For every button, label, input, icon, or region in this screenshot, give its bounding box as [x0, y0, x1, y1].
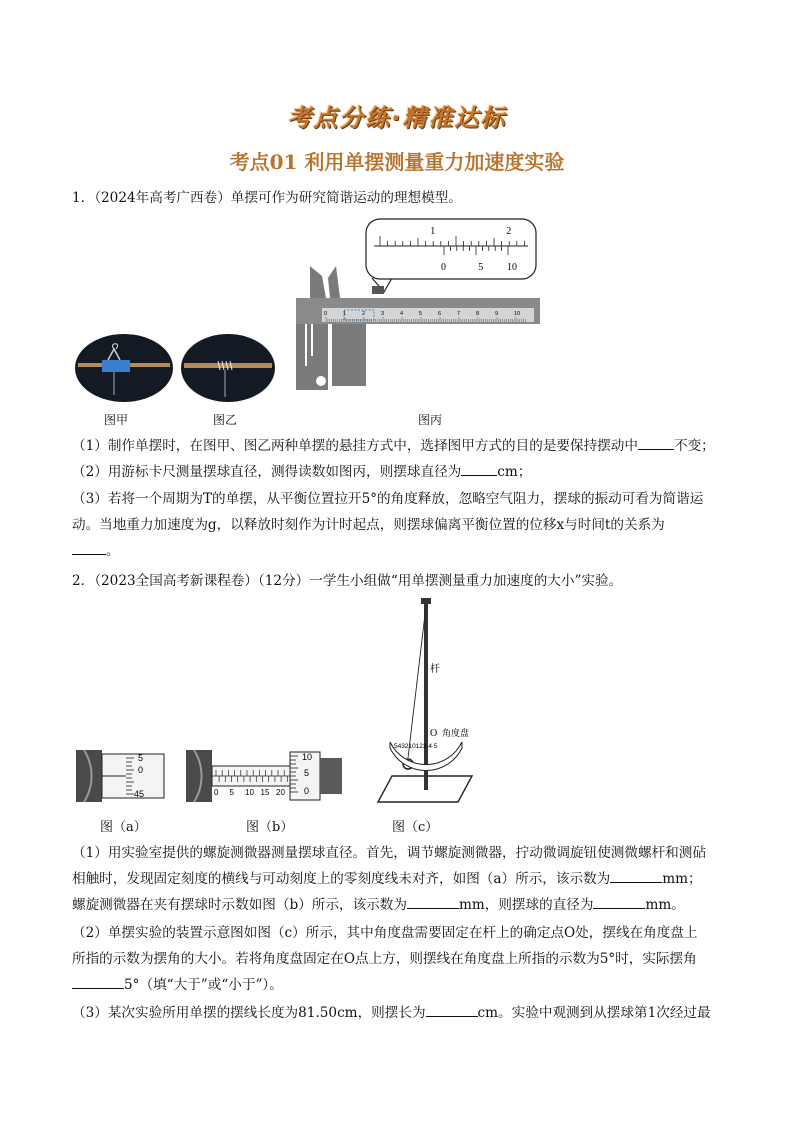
- figure-c-apparatus: [372, 596, 482, 806]
- q1-part1-end: 不变；: [674, 438, 715, 454]
- q2-p1-line3: [72, 896, 732, 914]
- figure-b-micrometer: [184, 746, 348, 806]
- q2-p1-line1: （1）用实验室提供的螺旋测微器测量摆球直径。首先，调节螺旋测微器，拧动微调旋钮使测微螺杆和测砧: [72, 845, 706, 861]
- sleeve-label: 0: [214, 788, 219, 797]
- figure-a-label: 0: [138, 765, 144, 775]
- q1-part3-line2: 动。当地重力加速度为g，以释放时刻作为计时起点，则摆球偏离平衡位置的位移x与时间t的关系为: [72, 517, 665, 533]
- q2-stem: 2．（2023全国高考新课程卷）（12分）一学生小组做“用单摆测量重力加速度的大小”实验。: [72, 573, 623, 589]
- q2-p2-line1: （2）单摆实验的装置示意图如图（c）所示，其中角度盘需要固定在杆上的确定点O处，摆线在角度盘上: [72, 925, 698, 941]
- figure-b-label: 0: [304, 786, 310, 796]
- answer-blank[interactable]: [593, 896, 645, 909]
- figure-bing-caliper: [292, 216, 544, 402]
- sleeve-label: 15: [260, 788, 270, 797]
- page-title: 考点01 利用单摆测量重力加速度实验: [229, 150, 565, 174]
- caliper-scale-label: 4: [400, 311, 404, 317]
- vernier-label: 5: [478, 262, 484, 273]
- figure-yi-photo: [180, 333, 276, 403]
- dial-numbers: 543210123 4 5: [394, 743, 438, 750]
- q1-stem: 1．（2024年高考广西卷）单摆可作为研究简谐运动的理想模型。: [72, 190, 462, 206]
- q2-p3-end: cm。实验中观测到从摆球第1次经过最: [477, 1005, 711, 1021]
- q1-part2-end: cm；: [497, 464, 532, 480]
- figure-a-label: 45: [134, 789, 145, 799]
- answer-blank[interactable]: [407, 896, 459, 909]
- main-scale-label: 1: [430, 226, 436, 237]
- sleeve-label: 10: [245, 788, 254, 797]
- answer-blank[interactable]: [72, 542, 106, 555]
- figure-yi-caption: 图乙: [213, 413, 238, 427]
- vernier-label: 10: [507, 262, 517, 273]
- caliper-scale-label: 8: [476, 311, 480, 317]
- answer-blank[interactable]: [72, 976, 124, 989]
- o-point-label: O: [430, 728, 438, 739]
- q1-part2: [72, 463, 732, 481]
- q1-part1: [72, 437, 732, 455]
- answer-blank[interactable]: [610, 870, 662, 883]
- sleeve-label: 5: [229, 788, 234, 797]
- q2-p2-line2: 所指的示数为摆角的大小。若将角度盘固定在O点上方，则摆线在角度盘上所指的示数为5°时，实际摆角: [72, 951, 697, 967]
- caliper-scale-label: 1: [343, 311, 347, 317]
- section-banner: 考点分练·精准达标: [287, 104, 507, 132]
- figure-a-label: 5: [138, 753, 144, 763]
- dial-label: 角度盘: [442, 729, 470, 739]
- figure-c-caption: 图（c）: [392, 820, 439, 835]
- q1-part3-end: 。: [106, 543, 120, 559]
- q1-part2-text: （2）用游标卡尺测量摆球直径，测得读数如图丙，则摆球直径为: [72, 464, 462, 480]
- caliper-scale-label: 0: [324, 311, 328, 317]
- q2-p3-line1: [72, 1004, 732, 1022]
- q2-p1-line2: [72, 870, 732, 888]
- q2-p1-line3-end: mm。: [645, 897, 685, 913]
- q2-p1-unit: mm；: [662, 871, 702, 887]
- answer-blank[interactable]: [638, 437, 674, 450]
- caliper-scale-label: 9: [495, 311, 499, 317]
- q2-p2-line3-text: 5°（填“大于”或“小于”）。: [124, 977, 283, 993]
- answer-blank[interactable]: [461, 463, 497, 476]
- figure-b-caption: 图（b）: [246, 820, 294, 835]
- caliper-scale-label: 10: [514, 311, 521, 317]
- q1-part3-line3: [72, 542, 732, 560]
- figure-bing-caption: 图丙: [418, 413, 443, 427]
- q1-part3-line1: （3）若将一个周期为T的单摆，从平衡位置拉开5°的角度释放，忽略空气阻力，摆球的振动可看为简谐运: [72, 491, 704, 507]
- caliper-scale-label: 5: [419, 311, 423, 317]
- figure-jia-caption: 图甲: [104, 413, 129, 427]
- figure-jia-photo: [74, 333, 174, 403]
- q2-p1-line3-mid: mm，则摆球的直径为: [458, 897, 594, 913]
- figure-b-label: 5: [304, 768, 310, 778]
- figure-b-label: 10: [302, 752, 313, 762]
- caliper-scale-label: 6: [438, 311, 442, 317]
- rod-label: 杆: [430, 664, 440, 675]
- figure-a-micrometer: [74, 746, 170, 806]
- q2-p2-line3: [72, 976, 732, 994]
- q2-p1-line2-text: 相触时，发现固定刻度的横线与可动刻度上的零刻度线未对齐，如图（a）所示，该示数为: [72, 871, 611, 887]
- q2-p3-text: （3）某次实验所用单摆的摆线长度为81.50cm，则摆长为: [72, 1005, 426, 1021]
- vernier-label: 0: [441, 262, 446, 273]
- q2-p1-line3-text: 螺旋测微器在夹有摆球时示数如图（b）所示，该示数为: [72, 897, 407, 913]
- caliper-scale-label: 7: [457, 311, 461, 317]
- caliper-scale-label: 2: [362, 311, 366, 317]
- figure-a-caption: 图（a）: [100, 820, 147, 835]
- answer-blank[interactable]: [426, 1004, 478, 1017]
- main-scale-label: 2: [506, 226, 512, 237]
- q1-part1-text: （1）制作单摆时，在图甲、图乙两种单摆的悬挂方式中，选择图甲方式的目的是要保持摆动中: [72, 438, 638, 454]
- sleeve-label: 20: [276, 788, 285, 797]
- caliper-scale-label: 3: [381, 311, 385, 317]
